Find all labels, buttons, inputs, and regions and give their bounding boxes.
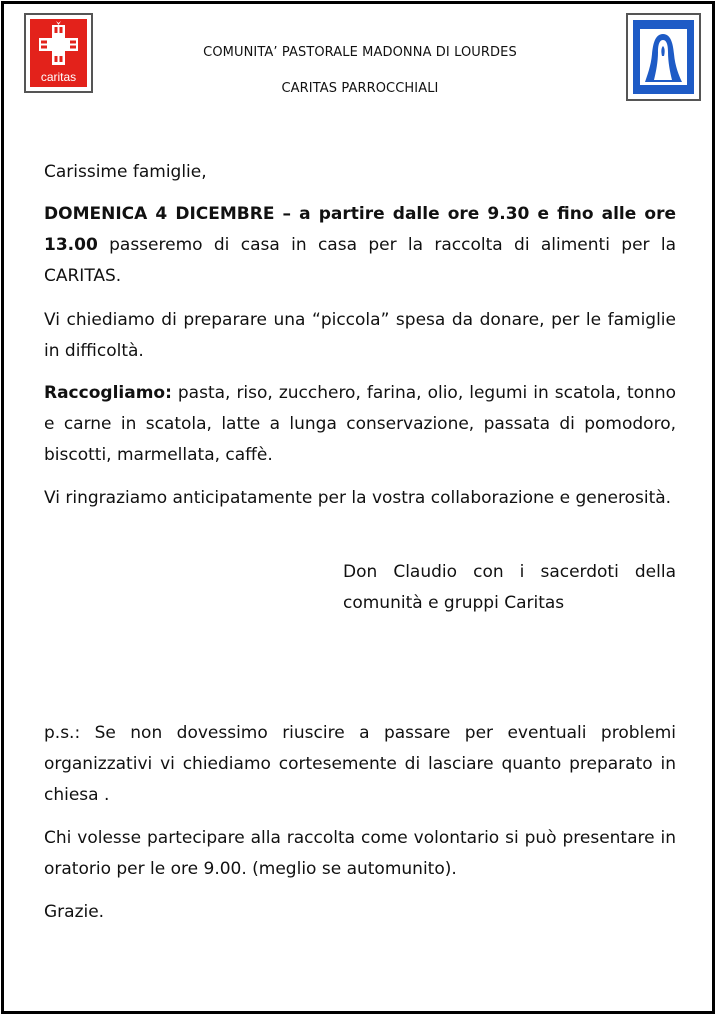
community-title: COMUNITA’ PASTORALE MADONNA DI LOURDES: [203, 45, 517, 60]
date-rest: passeremo di casa in casa per la raccolta di alimenti per la CARITAS.: [44, 235, 676, 286]
signature: Don Claudio con i sacerdoti della comunità e gruppi Caritas: [343, 562, 676, 613]
salutation: Carissime famiglie,: [44, 162, 207, 182]
paragraph-date: [44, 199, 676, 292]
paragraph-volunteer: Chi volesse partecipare alla raccolta come volontario si può presentare in oratorio per le ore 9.00. (meglio se automunito).: [44, 828, 676, 879]
caritas-logo-icon: [30, 19, 87, 87]
paragraph-request: Vi chiediamo di preparare una “piccola” spesa da donare, per le famiglie in difficoltà.: [44, 310, 676, 361]
caritas-logo: [24, 13, 93, 93]
items-rest: pasta, riso, zucchero, farina, olio, legumi in scatola, tonno e carne in scatola, latte a lunga conservazione, passata di pomodoro, biscotti, marmellata, caffè.: [44, 383, 676, 465]
paragraph-items: [44, 378, 676, 471]
date-bold: DOMENICA 4 DICEMBRE – a partire dalle ore 9.30 e fino alle ore 13.00: [44, 204, 676, 255]
madonna-logo: [626, 13, 701, 101]
caritas-subtitle: CARITAS PARROCCHIALI: [281, 81, 439, 96]
postscript: p.s.: Se non dovessimo riuscire a passare per eventuali problemi organizzativi vi chiediamo cortesemente di lasciare quanto preparato in chiesa .: [44, 723, 676, 805]
paragraph-thanks: Vi ringraziamo anticipatamente per la vostra collaborazione e generosità.: [44, 488, 672, 508]
items-bold: Raccogliamo:: [44, 383, 172, 403]
madonna-logo-icon: [633, 20, 694, 94]
closing: Grazie.: [44, 902, 105, 922]
svg-text:caritas: caritas: [40, 70, 77, 84]
